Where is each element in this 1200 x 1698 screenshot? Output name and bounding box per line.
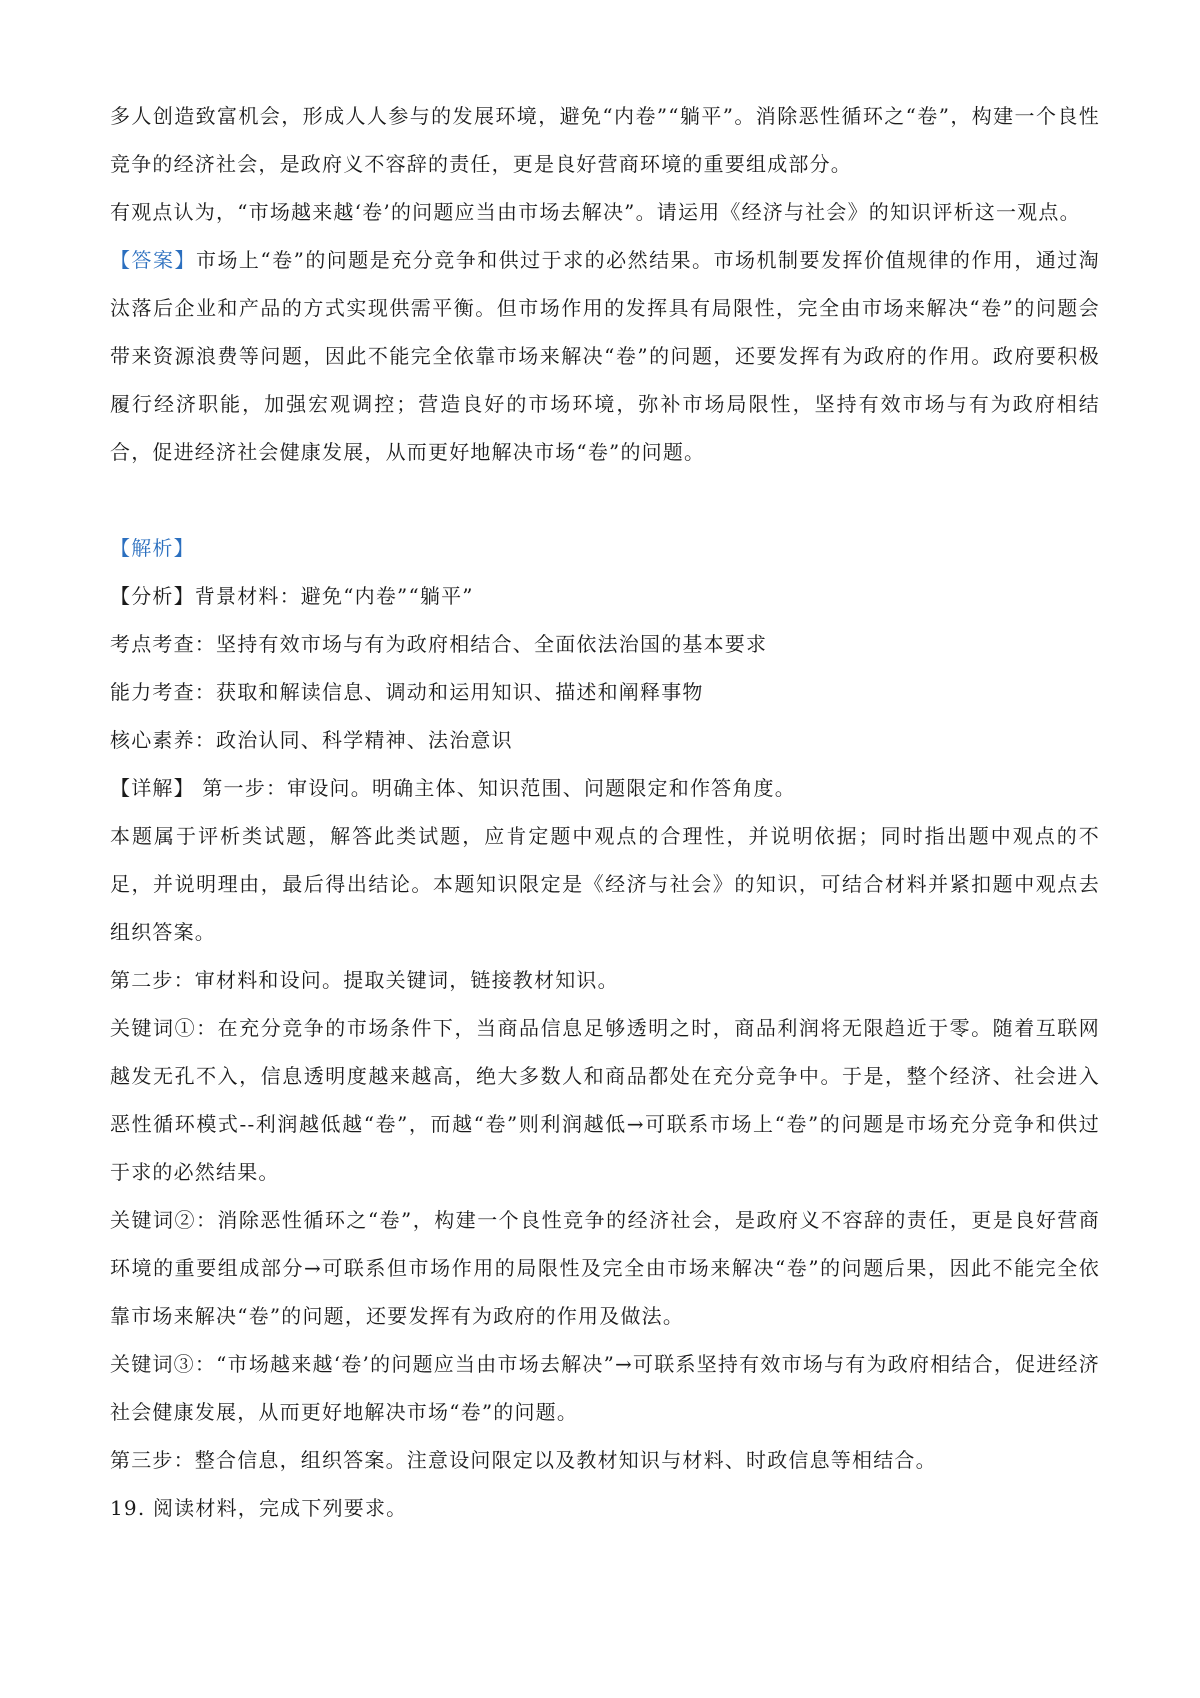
answer-tag: 【答案】 xyxy=(110,248,196,272)
material-paragraph: 多人创造致富机会，形成人人参与的发展环境，避免“内卷”“躺平”。消除恶性循环之“卷”，构建一个良性竞争的经济社会，是政府义不容辞的责任，更是良好营商环境的重要组成部分。 xyxy=(110,104,1100,176)
keyword-one: 关键词①：在充分竞争的市场条件下，当商品信息足够透明之时，商品利润将无限趋近于零。随着互联网越发无孔不入，信息透明度越来越高，绝大多数人和商品都处在充分竞争中。于是，整个经济、社会进入恶性循环模式--利润越低越“卷”，而越“卷”则利润越低→可联系市场上“卷”的问题是市场充分竞争和供过于求的必然结果。 xyxy=(110,1016,1100,1184)
analysis-abilities: 能力考查：获取和解读信息、调动和运用知识、描述和阐释事物 xyxy=(110,680,704,704)
analysis-step-two: 第二步：审材料和设问。提取关键词，链接教材知识。 xyxy=(110,968,619,992)
answer-text: 市场上“卷”的问题是充分竞争和供过于求的必然结果。市场机制要发挥价值规律的作用，通过淘汰落后企业和产品的方式实现供需平衡。但市场作用的发挥具有局限性，完全由市场来解决“卷”的问题会带来资源浪费等问题，因此不能完全依靠市场来解决“卷”的问题，还要发挥有为政府的作用。政府要积极履行经济职能，加强宏观调控；营造良好的市场环境，弥补市场局限性，坚持有效市场与有为政府相结合，促进经济社会健康发展，从而更好地解决市场“卷”的问题。 xyxy=(110,248,1100,464)
analysis-background: 【分析】背景材料：避免“内卷”“躺平” xyxy=(110,584,474,608)
section-spacer xyxy=(110,476,1100,524)
analysis-core-literacy: 核心素养：政治认同、科学精神、法治意识 xyxy=(110,728,513,752)
analysis-step-three: 第三步：整合信息，组织答案。注意设问限定以及教材知识与材料、时政信息等相结合。 xyxy=(110,1448,937,1472)
analysis-heading xyxy=(110,524,1100,572)
analysis-exam-points: 考点考查：坚持有效市场与有为政府相结合、全面依法治国的基本要求 xyxy=(110,632,768,656)
analysis-step-one-detail: 本题属于评析类试题，解答此类试题，应肯定题中观点的合理性，并说明依据；同时指出题中观点的不足，并说明理由，最后得出结论。本题知识限定是《经济与社会》的知识，可结合材料并紧扣题中观点去组织答案。 xyxy=(110,824,1100,944)
keyword-two: 关键词②：消除恶性循环之“卷”，构建一个良性竞争的经济社会，是政府义不容辞的责任，更是良好营商环境的重要组成部分→可联系但市场作用的局限性及完全由市场来解决“卷”的问题后果，因此不能完全依靠市场来解决“卷”的问题，还要发挥有为政府的作用及做法。 xyxy=(110,1208,1100,1328)
document-page xyxy=(110,92,1100,1532)
question-text: 有观点认为，“市场越来越‘卷’的问题应当由市场去解决”。请运用《经济与社会》的知识评析这一观点。 xyxy=(110,200,1081,224)
keyword-three: 关键词③：“市场越来越‘卷’的问题应当由市场去解决”→可联系坚持有效市场与有为政府相结合，促进经济社会健康发展，从而更好地解决市场“卷”的问题。 xyxy=(110,1352,1100,1424)
next-question-title: 19. 阅读材料，完成下列要求。 xyxy=(110,1496,408,1520)
analysis-step-one: 【详解】 第一步：审设问。明确主体、知识范围、问题限定和作答角度。 xyxy=(110,776,796,800)
analysis-tag: 【解析】 xyxy=(110,536,195,560)
answer-paragraph xyxy=(110,236,1100,476)
